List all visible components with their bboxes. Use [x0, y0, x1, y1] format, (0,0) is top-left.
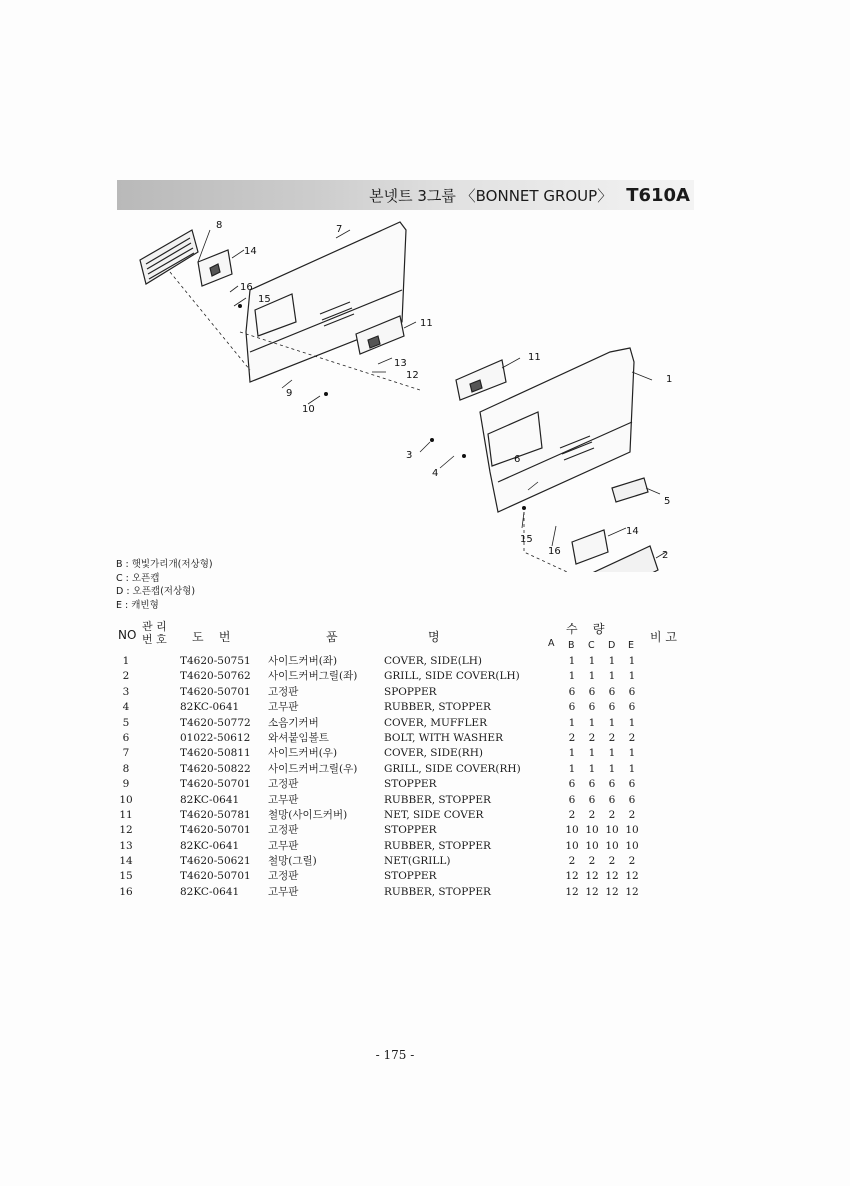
row-qty-b: 2	[568, 855, 576, 868]
legend-item: C : 오픈캡	[116, 572, 160, 584]
callout-14a: 14	[244, 246, 257, 257]
row-part-no: T4620-50811	[180, 747, 251, 760]
row-qty-b: 10	[565, 839, 579, 852]
row-qty-e: 2	[628, 855, 636, 868]
callout-5: 5	[664, 496, 671, 507]
model-legend	[116, 558, 213, 612]
header-name-b: 명	[428, 630, 440, 644]
parts-table-body	[116, 654, 696, 900]
callout-9: 9	[286, 388, 293, 399]
row-name-kr: 사이드커버그릴(좌)	[268, 670, 358, 683]
callout-11b: 11	[528, 352, 541, 363]
row-name-kr: 사이드커버그릴(우)	[268, 762, 358, 775]
parts-table-header	[116, 620, 696, 656]
row-qty-d: 6	[608, 701, 616, 714]
row-qty-d: 1	[608, 670, 616, 683]
row-qty-c: 10	[585, 839, 599, 852]
callout-16a: 16	[240, 282, 253, 293]
row-part-no: T4620-50701	[180, 685, 251, 698]
row-qty-d: 12	[605, 885, 619, 898]
row-qty-c: 10	[585, 824, 599, 837]
row-no: 9	[122, 778, 130, 791]
table-row	[116, 716, 696, 731]
row-qty-b: 12	[565, 870, 579, 883]
row-qty-c: 2	[588, 731, 596, 744]
row-qty-d: 1	[608, 762, 616, 775]
row-qty-e: 12	[625, 870, 639, 883]
callout-2: 2	[662, 550, 669, 561]
row-qty-e: 10	[625, 839, 639, 852]
row-qty-b: 6	[568, 778, 576, 791]
callout-1: 1	[666, 374, 673, 385]
row-qty-b: 1	[568, 747, 576, 760]
row-qty-e: 1	[628, 655, 636, 667]
row-qty-d: 10	[605, 839, 619, 852]
header-remarks: 비 고	[650, 630, 677, 644]
legend-item: D : 오픈캡(저상형)	[116, 586, 196, 597]
row-name-en: GRILL, SIDE COVER(LH)	[384, 670, 520, 683]
exploded-parts-diagram	[110, 212, 710, 572]
row-part-no: 82KC-0641	[180, 839, 240, 852]
row-qty-c: 6	[588, 685, 596, 698]
row-qty-d: 2	[608, 731, 616, 744]
callout-11a: 11	[420, 318, 433, 329]
row-no: 8	[122, 762, 130, 775]
row-no: 16	[119, 885, 133, 898]
row-name-en: RUBBER, STOPPER	[384, 885, 491, 898]
callout-14b: 14	[626, 526, 639, 537]
row-part-no: T4620-50701	[180, 870, 251, 883]
header-qty-a: A	[548, 638, 555, 649]
header-qty-e: E	[628, 640, 635, 651]
table-row	[116, 854, 696, 869]
callout-13: 13	[394, 358, 407, 369]
header-mgmt-no: 관 리 번 호	[142, 620, 167, 646]
row-qty-b: 1	[568, 655, 576, 667]
row-qty-b: 1	[568, 716, 576, 729]
row-name-en: RUBBER, STOPPER	[384, 793, 491, 806]
row-qty-e: 10	[625, 824, 639, 837]
table-row	[116, 669, 696, 684]
row-part-no: T4620-50762	[180, 670, 251, 683]
table-row	[116, 885, 696, 900]
row-no: 7	[122, 747, 130, 760]
row-qty-b: 10	[565, 824, 579, 837]
row-name-en: BOLT, WITH WASHER	[384, 731, 503, 744]
row-name-kr: 고정판	[268, 824, 299, 837]
row-qty-d: 6	[608, 793, 616, 806]
row-name-en: STOPPER	[384, 870, 437, 883]
header-qty-b: B	[568, 640, 575, 651]
row-no: 1	[122, 655, 130, 667]
table-row	[116, 839, 696, 854]
table-row	[116, 654, 696, 669]
table-row	[116, 700, 696, 715]
row-qty-d: 1	[608, 747, 616, 760]
row-qty-d: 12	[605, 870, 619, 883]
callout-4: 4	[432, 468, 439, 479]
row-qty-c: 12	[585, 885, 599, 898]
callout-10: 10	[302, 404, 315, 415]
row-name-kr: 고무판	[268, 793, 299, 806]
row-qty-c: 1	[588, 747, 596, 760]
table-row	[116, 793, 696, 808]
row-qty-c: 1	[588, 716, 596, 729]
row-qty-e: 6	[628, 685, 636, 698]
header-drawing-no: 도 번	[192, 630, 231, 644]
model-code: T610A	[626, 184, 690, 206]
row-qty-e: 6	[628, 701, 636, 714]
row-part-no: T4620-50781	[180, 808, 251, 821]
callout-3: 3	[406, 450, 413, 461]
row-no: 12	[119, 824, 133, 837]
row-qty-b: 12	[565, 885, 579, 898]
row-no: 13	[119, 839, 133, 852]
legend-item: E : 캐빈형	[116, 599, 159, 611]
table-row	[116, 746, 696, 761]
callout-6: 6	[514, 454, 521, 465]
row-name-en: RUBBER, STOPPER	[384, 839, 491, 852]
row-qty-e: 1	[628, 747, 636, 760]
row-qty-c: 6	[588, 778, 596, 791]
row-no: 4	[122, 701, 130, 714]
row-part-no: T4620-50772	[180, 716, 251, 729]
row-qty-c: 1	[588, 655, 596, 667]
row-name-kr: 고무판	[268, 885, 299, 898]
row-qty-d: 1	[608, 716, 616, 729]
group-title: 본넷트 3그룹 〈BONNET GROUP〉	[369, 186, 613, 205]
row-no: 15	[119, 870, 133, 883]
row-part-no: T4620-50621	[180, 855, 251, 868]
header-name-a: 품	[326, 630, 338, 644]
callout-8: 8	[216, 220, 223, 231]
row-name-en: COVER, SIDE(RH)	[384, 747, 483, 760]
row-qty-c: 2	[588, 855, 596, 868]
row-name-en: COVER, SIDE(LH)	[384, 655, 483, 667]
row-name-kr: 고정판	[268, 870, 299, 883]
row-name-kr: 철망(그릴)	[268, 855, 317, 868]
header-no: NO	[118, 628, 137, 642]
row-qty-e: 2	[628, 731, 636, 744]
row-qty-e: 1	[628, 670, 636, 683]
row-name-en: STOPPER	[384, 778, 437, 791]
row-qty-c: 1	[588, 670, 596, 683]
row-part-no: 82KC-0641	[180, 701, 240, 714]
row-name-kr: 고무판	[268, 839, 299, 852]
row-qty-b: 2	[568, 731, 576, 744]
header-qty: 수 량	[566, 622, 605, 636]
row-qty-d: 10	[605, 824, 619, 837]
table-row	[116, 777, 696, 792]
header-qty-c: C	[588, 640, 595, 651]
row-qty-d: 2	[608, 855, 616, 868]
row-no: 14	[119, 855, 133, 868]
row-qty-e: 12	[625, 885, 639, 898]
row-qty-e: 6	[628, 793, 636, 806]
row-no: 11	[119, 808, 133, 821]
table-row	[116, 685, 696, 700]
row-name-kr: 사이드커버(우)	[268, 747, 338, 760]
row-qty-e: 1	[628, 716, 636, 729]
row-qty-e: 6	[628, 778, 636, 791]
header-qty-d: D	[608, 640, 616, 651]
row-qty-b: 1	[568, 670, 576, 683]
table-row	[116, 808, 696, 823]
row-part-no: T4620-50822	[180, 762, 251, 775]
row-no: 2	[122, 670, 130, 683]
row-name-en: COVER, MUFFLER	[384, 716, 488, 729]
row-qty-b: 1	[568, 762, 576, 775]
row-no: 10	[119, 793, 133, 806]
row-qty-d: 6	[608, 778, 616, 791]
row-qty-b: 6	[568, 685, 576, 698]
callout-15b: 15	[520, 534, 533, 545]
callout-16b: 16	[548, 546, 561, 557]
row-qty-b: 6	[568, 701, 576, 714]
callout-12: 12	[406, 370, 419, 381]
row-name-en: STOPPER	[384, 824, 437, 837]
row-name-kr: 소음기커버	[268, 716, 319, 729]
row-qty-d: 6	[608, 685, 616, 698]
row-qty-b: 2	[568, 808, 576, 821]
row-name-en: RUBBER, STOPPER	[384, 701, 491, 714]
row-name-kr: 고정판	[268, 778, 299, 791]
row-qty-c: 6	[588, 701, 596, 714]
row-qty-d: 2	[608, 808, 616, 821]
row-part-no: 82KC-0641	[180, 793, 240, 806]
row-name-kr: 고정판	[268, 685, 299, 698]
row-no: 3	[122, 685, 130, 698]
callout-7: 7	[336, 224, 343, 235]
row-no: 5	[122, 716, 130, 729]
legend-item: B : 햇빛가리개(저상형)	[116, 559, 213, 570]
page-number: - 175 -	[375, 1048, 415, 1062]
table-row	[116, 762, 696, 777]
table-row	[116, 869, 696, 884]
row-part-no: T4620-50701	[180, 778, 251, 791]
table-row	[116, 731, 696, 746]
table-row	[116, 823, 696, 838]
row-qty-c: 6	[588, 793, 596, 806]
row-qty-c: 2	[588, 808, 596, 821]
row-part-no: T4620-50701	[180, 824, 251, 837]
row-qty-c: 1	[588, 762, 596, 775]
row-name-en: SPOPPER	[384, 685, 437, 698]
row-part-no: T4620-50751	[180, 655, 251, 667]
row-qty-e: 1	[628, 762, 636, 775]
row-name-kr: 사이드커버(좌)	[268, 655, 338, 667]
row-name-en: NET, SIDE COVER	[384, 808, 484, 821]
row-part-no: 01022-50612	[180, 731, 251, 744]
row-name-en: NET(GRILL)	[384, 855, 451, 868]
grill-rh-illustration	[140, 230, 198, 284]
row-qty-b: 6	[568, 793, 576, 806]
row-qty-e: 2	[628, 808, 636, 821]
row-name-kr: 고무판	[268, 701, 299, 714]
row-name-kr: 와셔붙임볼트	[268, 731, 329, 744]
callout-15a: 15	[258, 294, 271, 305]
row-part-no: 82KC-0641	[180, 885, 240, 898]
row-qty-c: 12	[585, 870, 599, 883]
row-qty-d: 1	[608, 655, 616, 667]
row-name-kr: 철망(사이드커버)	[268, 808, 348, 821]
row-no: 6	[122, 731, 130, 744]
row-name-en: GRILL, SIDE COVER(RH)	[384, 762, 521, 775]
page-header	[117, 180, 694, 210]
